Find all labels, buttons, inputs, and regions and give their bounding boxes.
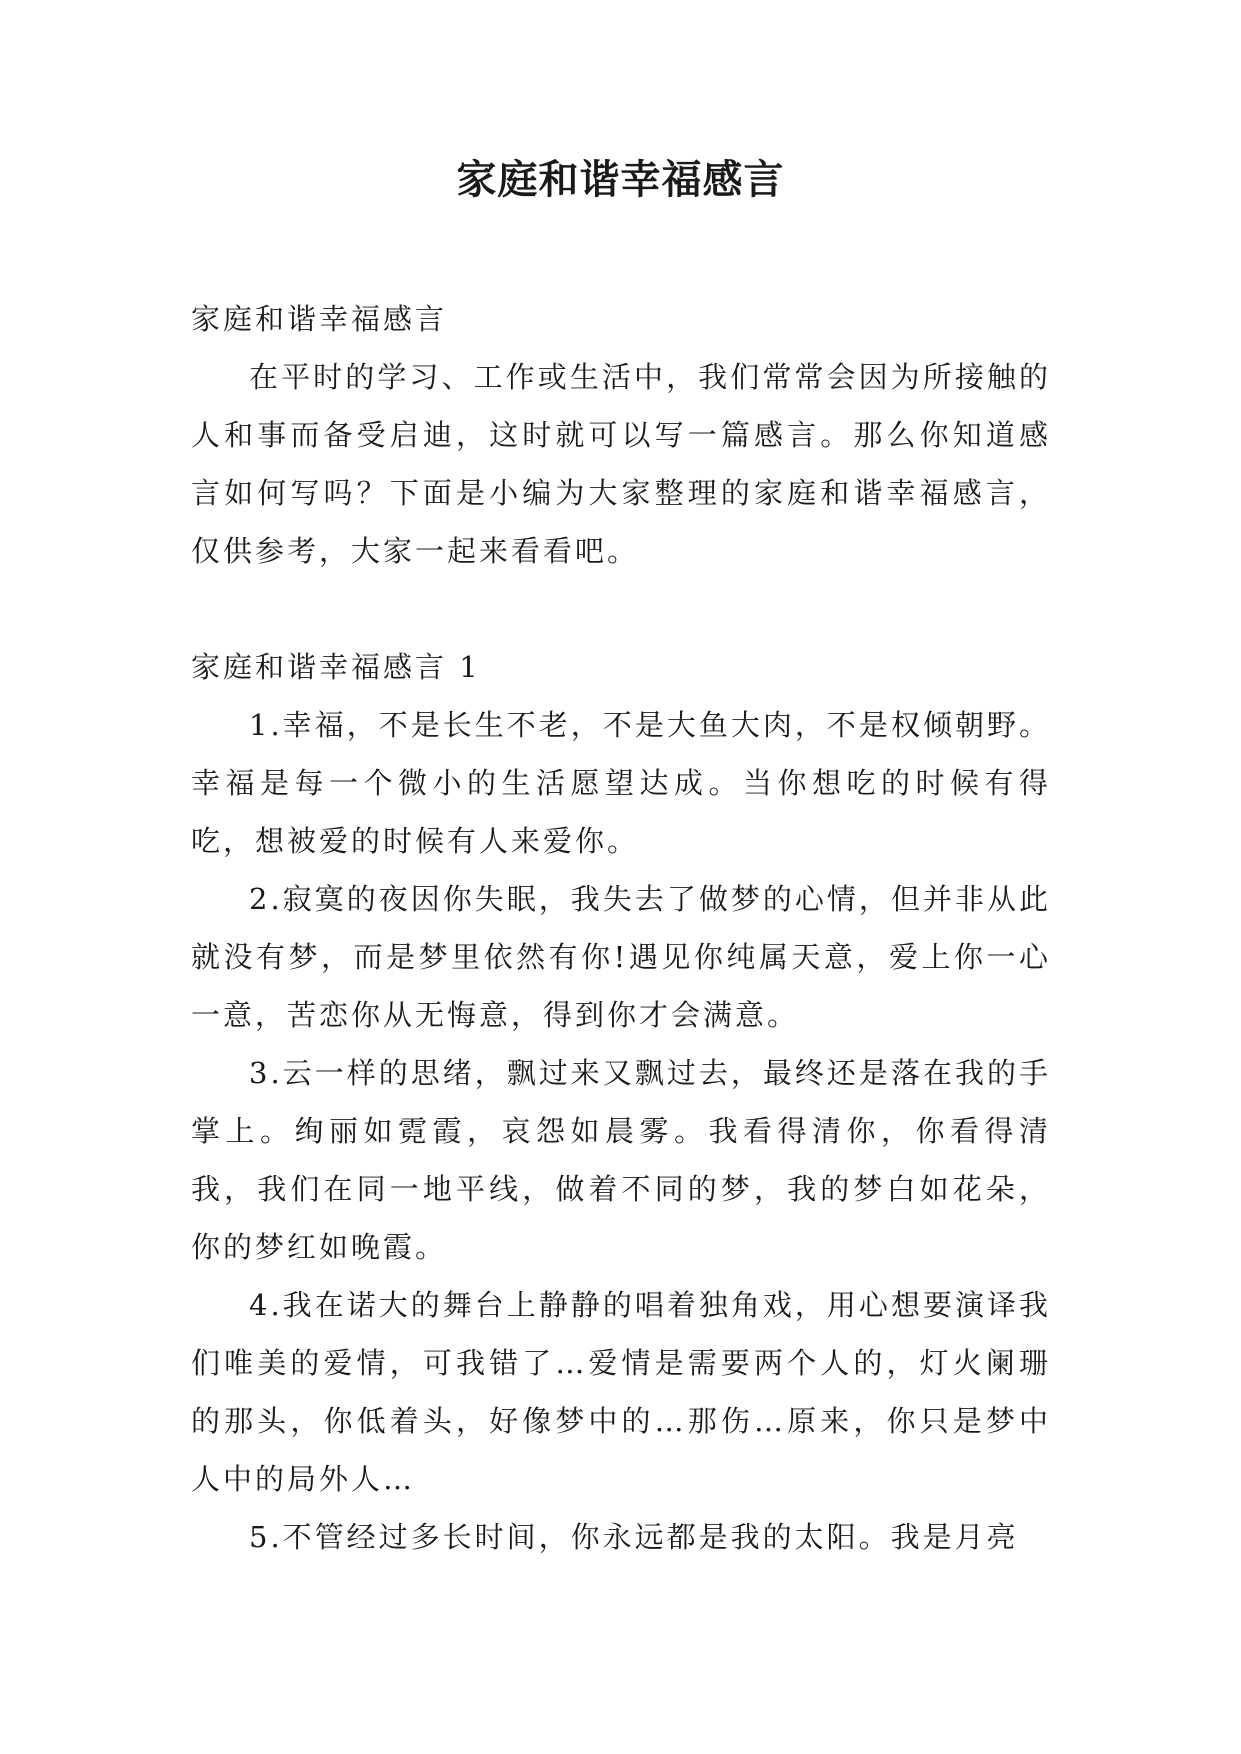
intro-paragraph: 在平时的学习、工作或生活中，我们常常会因为所接触的人和事而备受启迪，这时就可以写一篇感言。那么你知道感言如何写吗？下面是小编为大家整理的家庭和谐幸福感言，仅供参考，大家一起来看看吧。	[191, 360, 1051, 568]
list-item: 5.不管经过多长时间，你永远都是我的太阳。我是月亮	[249, 1520, 1019, 1554]
list-item: 4.我在诺大的舞台上静静的唱着独角戏，用心想要演译我们唯美的爱情，可我错了…爱情是需要两个人的，灯火阑珊的那头，你低着头，好像梦中的…那伤…原来，你只是梦中人中的局外人…	[191, 1288, 1051, 1496]
list-item: 2.寂寞的夜因你失眠，我失去了做梦的心情，但并非从此就没有梦，而是梦里依然有你!遇见你纯属天意，爱上你一心一意，苦恋你从无悔意，得到你才会满意。	[191, 882, 1051, 1032]
list-item: 1.幸福，不是长生不老，不是大鱼大肉，不是权倾朝野。幸福是每一个微小的生活愿望达成。当你想吃的时候有得吃，想被爱的时候有人来爱你。	[191, 708, 1051, 858]
document-body	[191, 290, 1051, 1566]
document-subtitle: 家庭和谐幸福感言	[191, 302, 448, 336]
section-heading: 家庭和谐幸福感言 1	[191, 650, 481, 684]
paragraph-spacer	[191, 580, 1051, 638]
document-title: 家庭和谐幸福感言	[456, 156, 785, 203]
list-item: 3.云一样的思绪，飘过来又飘过去，最终还是落在我的手掌上。绚丽如霓霞，哀怨如晨雾。我看得清你，你看得清我，我们在同一地平线，做着不同的梦，我的梦白如花朵，你的梦红如晚霞。	[191, 1056, 1051, 1264]
